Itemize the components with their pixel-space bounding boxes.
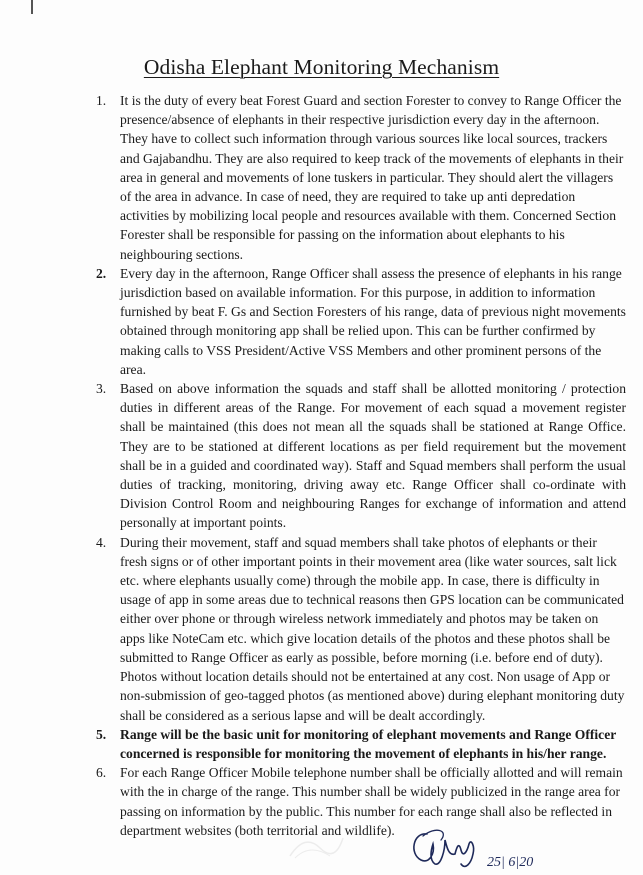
item-text: During their movement, staff and squad members shall take photos of elephants or their fresh signs or of other important points in their movement area (like water sources, salt lick etc. where elephants usually come) through the mobile app. In case, there is difficulty in usage of app in some areas due to technical reasons then GPS location can be communicated either over phone or through wireless network immediately and photos may be taken on apps like NoteCam etc. which give location details of the photos and these photos shall be submitted to Range Officer as early as possible, before morning (i.e. before end of duty). Photos without location details should not be entertained at any cost. Non usage of App or non-submission of geo-tagged photos (as mentioned above) during elephant monitoring duty shall be considered as a serious lapse and will be dealt accordingly. [120, 534, 625, 723]
signature-date: 25| 6|20 [487, 855, 534, 870]
item-text: It is the duty of every beat Forest Guard and section Forester to convey to Range Officer the presence/absence of elephants in their respective jurisdiction every day in the afternoon. They have to collect such information through various sources like local sources, trackers and Gajabandhu. They are also required to keep track of the movements of elephants in their area in general and movements of lone tuskers in particular. They should alert the villagers of the area in advance. In case of need, they are required to take up anti depredation activities by mobilizing local people and resources available with them. Concerned Section Forester shall be responsible for passing on the information about elephants to his neighbouring sections. [120, 93, 624, 262]
list-item [96, 379, 626, 533]
item-text: For each Range Officer Mobile telephone number shall be officially allotted and will remain with the in charge of the range. This number shall be widely publicized in the range area for passing on information by the public. This number for each range shall also be reflected in department websites (both territorial and wildlife). [120, 765, 623, 838]
item-number: 5. [96, 726, 107, 742]
handwritten-signature [405, 820, 555, 875]
page-title: Odisha Elephant Monitoring Mechanism [143, 55, 500, 79]
faint-stamp-mark [285, 828, 345, 863]
item-number: 4. [96, 534, 107, 550]
item-number: 2. [96, 265, 107, 281]
list-item [96, 264, 626, 379]
item-text: Range will be the basic unit for monitoring of elephant movements and Range Officer concerned is responsible for monitoring the movement of elephants in his/her range. [120, 726, 617, 761]
item-text: Every day in the afternoon, Range Officer shall assess the presence of elephants in his range jurisdiction based on available information. For this purpose, in addition to information furnished by beat F. Gs and Section Foresters of his range, data of previous night movements obtained through monitoring app shall be relied upon. This can be further confirmed by making calls to VSS President/Active VSS Members and other prominent persons of the area. [120, 265, 626, 377]
item-number: 1. [96, 93, 107, 108]
list-item [96, 725, 626, 763]
item-text: Based on above information the squads and staff shall be allotted monitoring / protection duties in different areas of the Range. For movement of each squad a movement register shall be maintained (this does not mean all the squads shall be stationed at Range Office. They are to be stationed at different locations as per field requirement but the movement shall be in a guided and coordinated way). Staff and Squad members shall perform the usual duties of tracking, monitoring, driving away etc. Range Officer shall co-ordinate with Division Control Room and neighbouring Ranges for exchange of information and attend personally at important points. [120, 381, 626, 531]
item-number: 6. [96, 765, 107, 781]
numbered-list [96, 91, 626, 840]
item-number: 3. [96, 381, 107, 397]
scan-mark [31, 0, 33, 14]
list-item [96, 533, 626, 725]
list-item [96, 91, 626, 264]
